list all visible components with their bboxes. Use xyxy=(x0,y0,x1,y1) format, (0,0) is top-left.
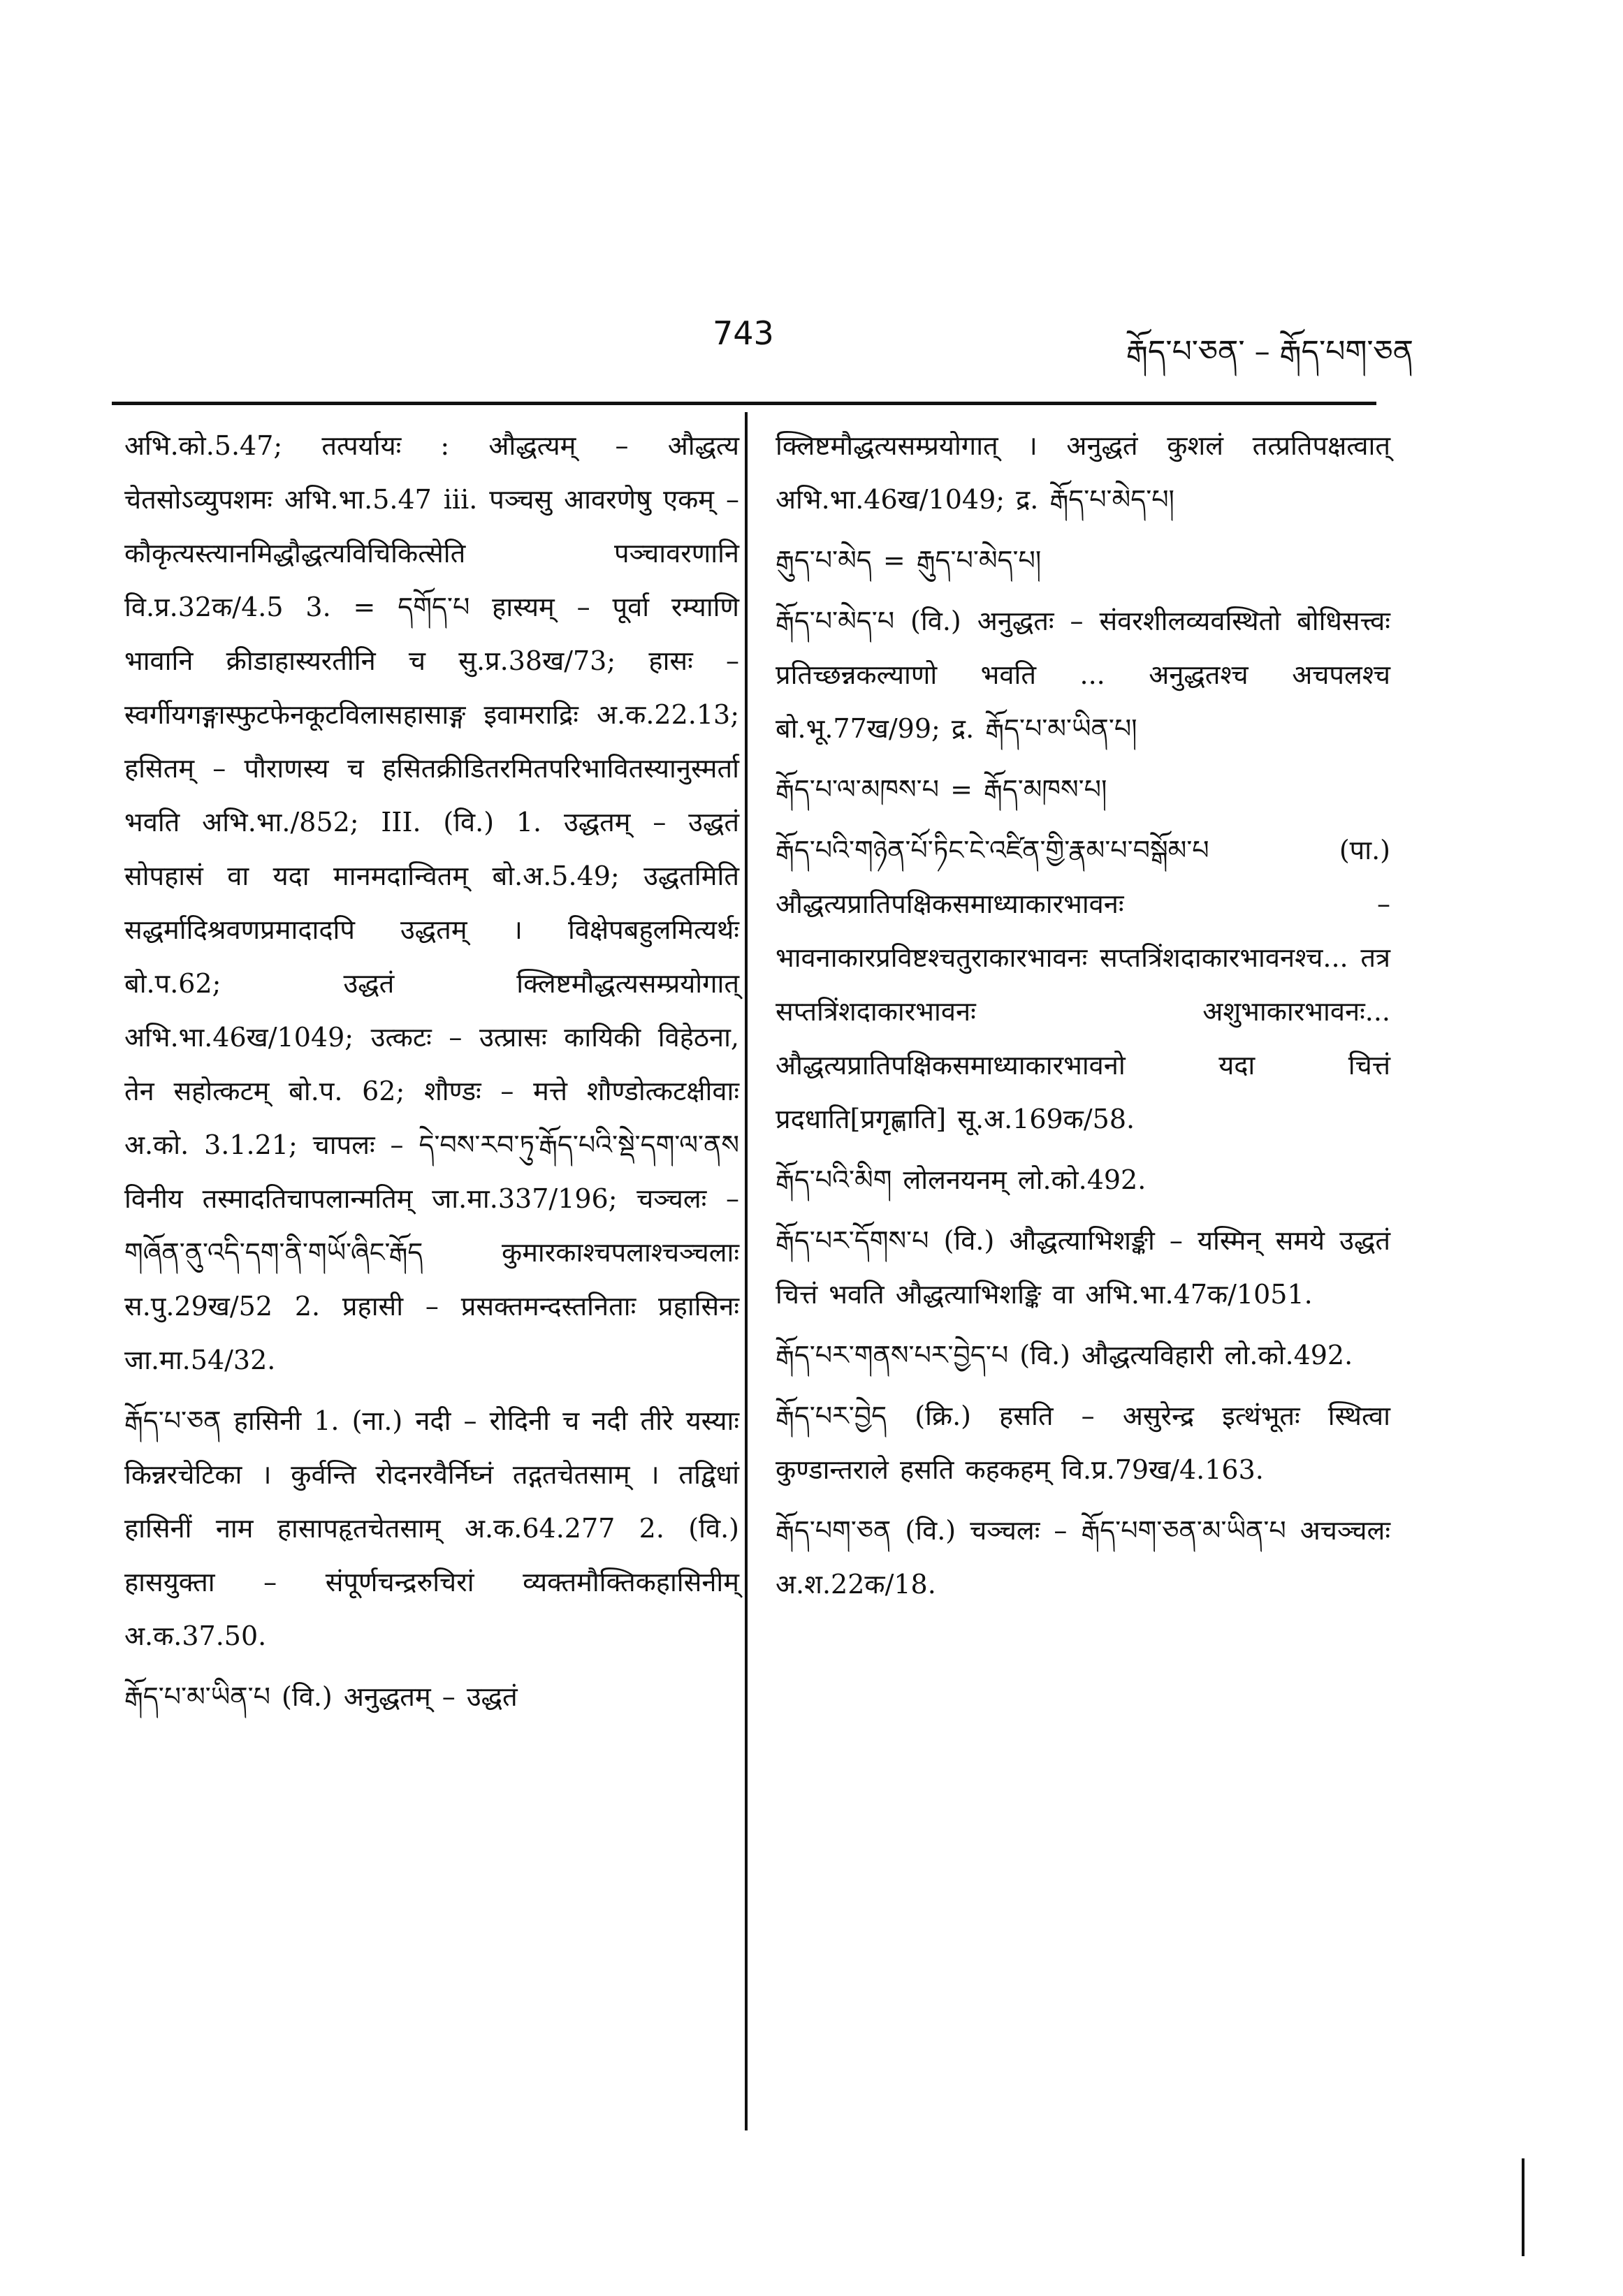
page-header xyxy=(0,307,1623,370)
dictionary-entry: རྒོད་པག་ཅན (वि.) चञ्चलः – རྒོད་པག་ཅན་མ་ཡིན་པ अचञ्चलः अ.श.22क/18. xyxy=(776,1515,1390,1600)
dictionary-entry: རྒོད་པ་མེད་པ (वि.) अनुद्धतः – संवरशीलव्यवस्थितो बोधिसत्त्वः प्रतिच्छन्नकल्याणो भवति ... अनुद्धतश्च अचपलश्च बो.भू.77ख/99; द्र. རྒོད་པ་མ་ཡིན་པ། xyxy=(776,606,1390,744)
dictionary-entry: རྒོད་པ་མ་ཡིན་པ (वि.) अनुद्धतम् – उद्धतं xyxy=(124,1681,518,1712)
entry-continuation: अभि.को.5.47; तत्पर्यायः : औद्धत्यम् – औद्धत्य चेतसोऽव्युपशमः अभि.भा.5.47 iii. पञ्चसु आवरणेषु एकम् – कौकृत्यस्त्यानमिद्धौद्धत्यविचिकित्सेति पञ्चावरणानि वि.प्र.32क/4.5 3. = དགོད་པ हास्यम् – पूर्वा रम्याणि भावानि क्रीडाहास्यरतीनि च सु.प्र.38ख/73; हासः – स्वर्गीयगङ्गास्फुटफेनकूटविलासहासाङ्ग इवामराद्रिः अ.क.22.13; हसितम् – पौराणस्य च हसितक्रीडितरमितपरिभावितस्यानुस्मर्ता भवति अभि.भा./852; III. (वि.) 1. उद्धतम् – उद्धतं सोपहासं वा यदा मानमदान्वितम् बो.अ.5.49; उद्धतमिति सद्धर्मादिश्रवणप्रमादादपि उद्धतम् । विक्षेपबहुलमित्यर्थः बो.प.62; उद्धतं क्लिष्टमौद्धत्यसम्प्रयोगात् अभि.भा.46ख/1049; उत्कटः – उत्प्रासः कायिकी विहेठना, तेन सहोत्कटम् बो.प. 62; शौण्डः – मत्ते शौण्डोत्कटक्षीवाः अ.को. 3.1.21; चापलः – དེ་བས་རབ་ཏུ་རྒོད་པའི་སྡེ་དག་ལ་ནས विनीय तस्मादतिचापलान्मतिम् जा.मा.337/196; चञ्चलः – གཞོན་ནུ་འདི་དག་ནི་གཡོ་ཞིང་རྒོད कुमारकाश्चपलाश्चञ्चलाः स.पु.29ख/52 2. प्रहासी – प्रसक्तमन्दस्तनिताः प्रहासिनः जा.मा.54/32. xyxy=(124,430,739,1375)
dictionary-entry: རྒོད་པར་དོགས་པ (वि.) औद्धत्याभिशङ्की – यस्मिन् समये उद्धतं चित्तं भवति औद्धत्याभिशङ्कि वा अभि.भा.47क/1051. xyxy=(776,1225,1390,1310)
running-head: རྒོད་པ་ཅན་ – རྒོད་པག་ཅན xyxy=(1126,334,1413,370)
right-column xyxy=(776,419,1390,1618)
left-column xyxy=(124,419,739,1731)
column-divider xyxy=(745,412,748,2130)
dictionary-entry: རྒུད་པ་མེད = རྒུད་པ་མེད་པ། xyxy=(776,545,1042,576)
entry-continuation: क्लिष्टमौद्धत्यसम्प्रयोगात् । अनुद्धतं कुशलं तत्प्रतिपक्षत्वात् अभि.भा.46ख/1049; द्र. རྒོད་པ་མེད་པ། xyxy=(776,430,1390,515)
dictionary-entry: རྒོད་པ་ལ་མཁས་པ = རྒོད་མཁས་པ། xyxy=(776,774,1107,805)
margin-mark xyxy=(1522,2158,1524,2256)
dictionary-entry: རྒོད་པའི་མིག लोलनयनम् लो.को.492. xyxy=(776,1164,1147,1195)
page-number: 743 xyxy=(713,314,774,352)
dictionary-entry: རྒོད་པར་གནས་པར་བྱེད་པ (वि.) औद्धत्यविहारी लो.को.492. xyxy=(776,1340,1353,1370)
header-rule xyxy=(112,402,1376,405)
dictionary-entry: རྒོད་པའི་གཉེན་པོ་ཏིང་ངེ་འཛིན་གྱི་རྣམ་པ་བསྒོམ་པ (पा.) औद्धत्यप्रातिपक्षिकसमाध्याकारभावनः – भावनाकारप्रविष्टश्चतुराकारभावनः सप्तत्रिंशदाकारभावनश्च... तत्र सप्तत्रिंशदाकारभावनः अशुभाकारभावनः... औद्धत्यप्रातिपक्षिकसमाध्याकारभावनो यदा चित्तं प्रदधाति[प्रगृह्णाति] सू.अ.169क/58. xyxy=(776,835,1390,1134)
dictionary-entry: རྒོད་པ་ཅན हासिनी 1. (ना.) नदी – रोदिनी च नदी तीरे यस्याः किन्नरचेटिका । कुर्वन्ति रोदनरवैर्निघ्नं तद्गतचेतसाम् । तद्विधां हासिनीं नाम हासापहृतचेतसाम् अ.क.64.277 2. (वि.) हासयुक्ता – संपूर्णचन्द्ररुचिरां व्यक्तमौक्तिकहासिनीम् अ.क.37.50. xyxy=(124,1405,739,1651)
dictionary-entry: རྒོད་པར་བྱེད (क्रि.) हसति – असुरेन्द्र इत्थंभूतः स्थित्वा कुण्डान्तराले हसति कहकहम् वि.प्र.79ख/4.163. xyxy=(776,1401,1390,1485)
